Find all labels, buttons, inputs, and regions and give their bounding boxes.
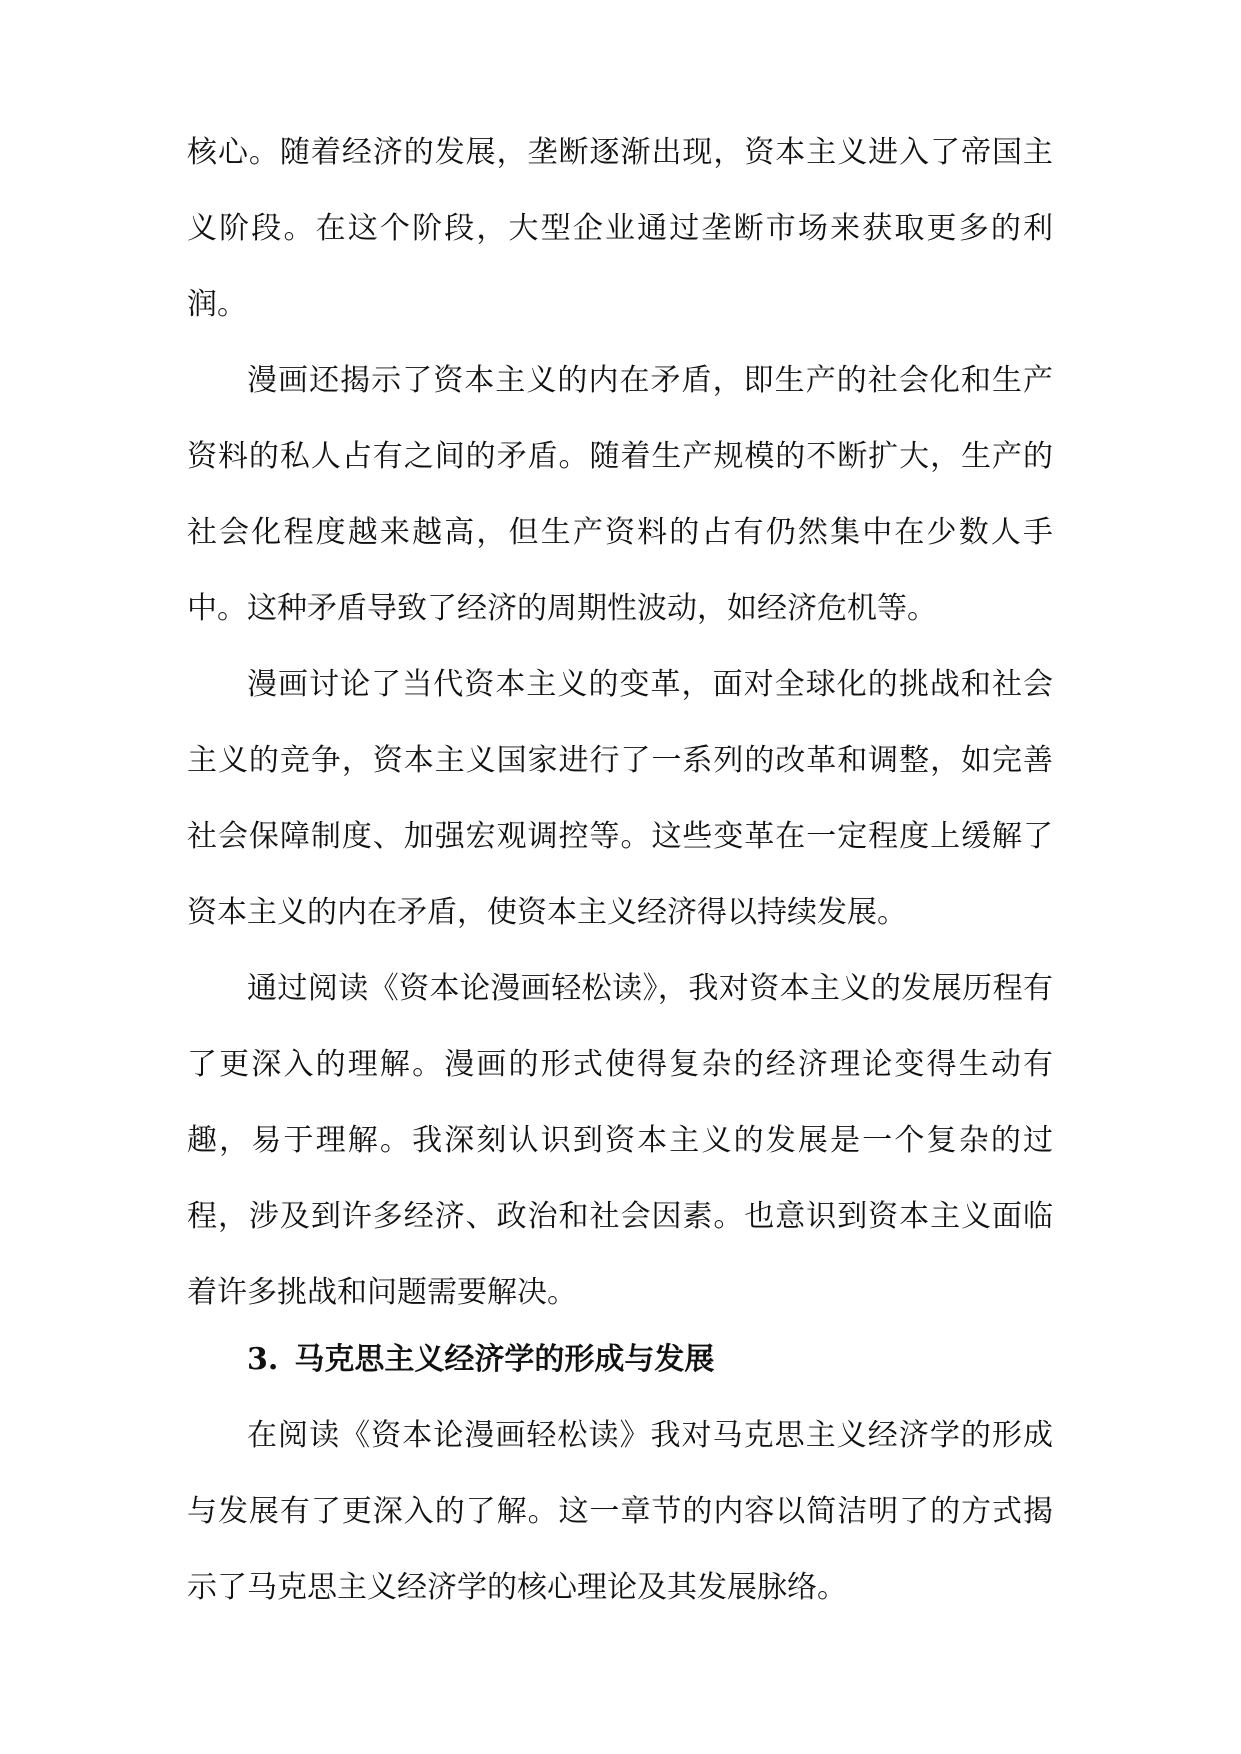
paragraph-5: 在阅读《资本论漫画轻松读》我对马克思主义经济学的形成与发展有了更深入的了解。这一章节的内容以简洁明了的方式揭示了马克思主义经济学的核心理论及其发展脉络。 [187, 1418, 1053, 1605]
section-number: 3. [247, 1342, 279, 1377]
paragraph-1: 核心。随着经济的发展，垄断逐渐出现，资本主义进入了帝国主义阶段。在这个阶段，大型企业通过垄断市场来获取更多的利润。 [187, 135, 1053, 322]
body-text-top [187, 115, 1053, 1331]
section-heading [247, 1322, 714, 1398]
paragraph-4: 通过阅读《资本论漫画轻松读》，我对资本主义的发展历程有了更深入的理解。漫画的形式使得复杂的经济理论变得生动有趣，易于理解。我深刻认识到资本主义的发展是一个复杂的过程，涉及到许多经济、政治和社会因素。也意识到资本主义面临着许多挑战和问题需要解决。 [187, 971, 1053, 1310]
section-title: 马克思主义经济学的形成与发展 [294, 1342, 715, 1377]
body-text-bottom [187, 1398, 1053, 1626]
paragraph-2: 漫画还揭示了资本主义的内在矛盾，即生产的社会化和生产资料的私人占有之间的矛盾。随着生产规模的不断扩大，生产的社会化程度越来越高，但生产资料的占有仍然集中在少数人手中。这种矛盾导致了经济的周期性波动，如经济危机等。 [187, 363, 1053, 626]
paragraph-3: 漫画讨论了当代资本主义的变革，面对全球化的挑战和社会主义的竞争，资本主义国家进行了一系列的改革和调整，如完善社会保障制度、加强宏观调控等。这些变革在一定程度上缓解了资本主义的内在矛盾，使资本主义经济得以持续发展。 [187, 667, 1053, 930]
